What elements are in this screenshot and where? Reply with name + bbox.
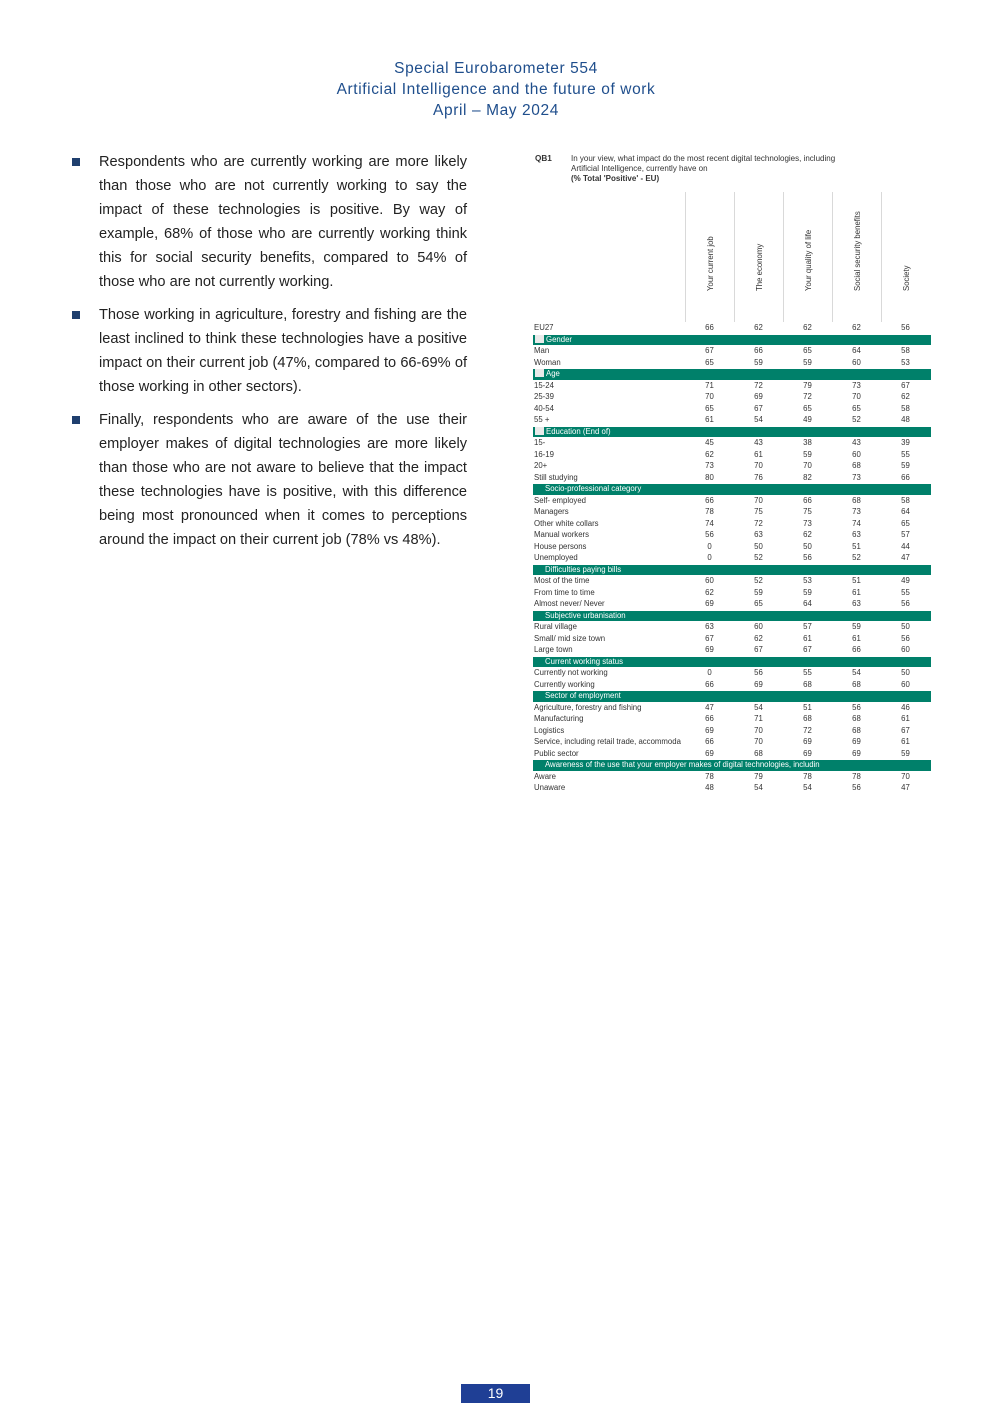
table-cell: 56 (754, 668, 763, 677)
bullet-text: Those working in agriculture, forestry and fishing are the least inclined to think these technologies have a positive impact on their current job (47%, compared to 66-69% of those working in other sectors). (99, 307, 467, 395)
table-row (533, 541, 931, 553)
row-label: Manual workers (534, 530, 590, 539)
table-row (533, 667, 931, 679)
table-cell: 60 (852, 449, 861, 459)
table-cell: 58 (901, 403, 910, 413)
row-label: Unaware (534, 783, 566, 792)
graduation-cap-icon (535, 427, 544, 435)
table-row (533, 391, 931, 403)
table-row (533, 621, 931, 633)
table-row (533, 414, 931, 426)
table-cell: 57 (803, 622, 812, 631)
table-row (533, 679, 931, 691)
column-header-label: Social security benefits (852, 211, 862, 291)
row-label: Man (534, 346, 550, 355)
table-cell: 58 (901, 346, 910, 355)
group-header-bar (533, 335, 931, 346)
table-cell: 55 (901, 449, 910, 459)
header-date: April – May 2024 (433, 102, 559, 119)
table-cell: 66 (852, 645, 861, 654)
table-cell: 50 (901, 668, 910, 677)
table-cell: 75 (754, 507, 763, 516)
results-table (533, 150, 931, 794)
table-cell: 73 (852, 507, 861, 516)
table-cell: 62 (705, 587, 714, 597)
row-label: Currently working (534, 679, 595, 689)
table-cell: 61 (803, 633, 812, 643)
group-header-bar (533, 760, 931, 771)
table-cell: 47 (901, 783, 910, 792)
table-cell: 53 (803, 576, 812, 585)
table-cell: 65 (754, 599, 763, 608)
table-row (533, 552, 931, 564)
group-title: Subjective urbanisation (545, 610, 626, 620)
table-cell: 67 (803, 645, 812, 654)
table-cell: 56 (901, 323, 910, 332)
table-row (533, 713, 931, 725)
table-cell: 43 (754, 438, 763, 447)
table-cell: 64 (852, 346, 861, 355)
table-cell: 70 (754, 495, 763, 505)
table-cell: 66 (803, 495, 812, 505)
column-header-label: Your quality of life (803, 229, 813, 291)
table-row (533, 506, 931, 518)
table-cell: 54 (852, 668, 861, 677)
row-label: 55 + (534, 415, 550, 424)
table-cell: 69 (705, 748, 714, 758)
table-row (533, 460, 931, 472)
table-cell: 62 (754, 633, 763, 643)
table-cell: 51 (803, 702, 812, 712)
row-label: Service, including retail trade, accommoda (534, 737, 681, 746)
table-cell: 73 (803, 518, 812, 528)
table-row (533, 782, 931, 794)
group-title: Socio-professional category (545, 484, 642, 493)
table-cell: 63 (852, 530, 861, 539)
table-row (533, 725, 931, 737)
row-label: Small/ mid size town (534, 633, 606, 643)
table-cell: 0 (707, 541, 712, 551)
row-label: Other white collars (534, 518, 599, 528)
column-headers (533, 192, 931, 322)
table-cell: 56 (901, 633, 910, 643)
table-cell: 67 (754, 645, 763, 654)
table-cell: 78 (852, 771, 861, 781)
row-label: Unemployed (534, 553, 578, 562)
table-cell: 59 (852, 622, 861, 631)
page-number: 19 (461, 1384, 530, 1403)
table-cell: 62 (852, 323, 861, 332)
group-title: Education (End of) (546, 426, 611, 436)
table-cell: 65 (705, 357, 714, 367)
table-cell: 67 (901, 380, 910, 390)
table-cell: 61 (852, 587, 861, 597)
table-cell: 60 (901, 645, 910, 654)
table-cell: 61 (852, 633, 861, 643)
table-cell: 73 (705, 461, 714, 470)
row-label: Currently not working (534, 668, 608, 677)
table-cell: 60 (852, 357, 861, 367)
table-row (533, 702, 931, 714)
table-cell: 69 (705, 599, 714, 608)
table-row (533, 357, 931, 369)
row-label: House persons (534, 541, 587, 551)
table-cell: 47 (705, 702, 714, 712)
table-cell: 60 (754, 622, 763, 631)
header-survey-title: Special Eurobarometer 554 (394, 60, 598, 77)
person-icon (535, 335, 544, 343)
table-cell: 66 (705, 495, 714, 505)
table-cell: 62 (901, 392, 910, 401)
group-title: Gender (546, 334, 573, 344)
table-cell: 63 (754, 530, 763, 539)
question-header (533, 150, 931, 192)
table-row (533, 748, 931, 760)
table-cell: 79 (754, 771, 763, 781)
table-cell: 68 (852, 714, 861, 723)
row-label: Logistics (534, 725, 565, 735)
column-header (783, 192, 833, 322)
table-cell: 52 (754, 576, 763, 585)
row-label: 16-19 (534, 449, 554, 459)
table-cell: 66 (705, 714, 714, 723)
column-header-label: Your current job (705, 236, 715, 291)
table-cell: 65 (901, 518, 910, 528)
table-cell: 51 (852, 576, 861, 585)
table-cell: 72 (803, 725, 812, 735)
row-label: EU27 (534, 323, 554, 332)
bullet-item (70, 150, 467, 294)
table-cell: 67 (901, 725, 910, 735)
row-label: 40-54 (534, 403, 554, 413)
question-text (571, 154, 843, 184)
table-cell: 59 (803, 449, 812, 459)
table-row (533, 771, 931, 783)
table-cell: 70 (754, 461, 763, 470)
table-cell: 69 (803, 748, 812, 758)
table-cell: 78 (705, 771, 714, 781)
bullet-text: Respondents who are currently working are more likely than those who are not currently working to say the impact of these technologies is positive. By way of example, 68% of those who are currently working think this for social security benefits, compared to 54% of those who are not currently working. (99, 154, 467, 290)
table-cell: 66 (754, 346, 763, 355)
table-cell: 63 (852, 599, 861, 608)
table-cell: 67 (754, 403, 763, 413)
table-cell: 66 (901, 472, 910, 482)
table-cell: 51 (852, 541, 861, 551)
bullet-square-icon (72, 311, 80, 319)
table-cell: 46 (901, 702, 910, 712)
table-cell: 48 (901, 415, 910, 424)
table-cell: 62 (705, 449, 714, 459)
table-cell: 59 (901, 748, 910, 758)
group-header-bar (533, 611, 931, 622)
table-cell: 71 (754, 714, 763, 723)
row-label: Self- employed (534, 495, 587, 505)
group-header-bar (533, 427, 931, 438)
table-cell: 45 (705, 438, 714, 447)
table-cell: 69 (754, 679, 763, 689)
column-header (734, 192, 784, 322)
table-cell: 50 (754, 541, 763, 551)
table-cell: 72 (803, 392, 812, 401)
table-cell: 69 (705, 725, 714, 735)
table-cell: 49 (901, 576, 910, 585)
column-header-label: Society (901, 265, 911, 291)
table-cell: 50 (803, 541, 812, 551)
table-cell: 61 (901, 714, 910, 723)
table-cell: 70 (803, 461, 812, 470)
row-label: From time to time (534, 587, 595, 597)
table-cell: 61 (705, 415, 714, 424)
table-cell: 54 (803, 783, 812, 792)
table-cell: 63 (705, 622, 714, 631)
bullet-text: Finally, respondents who are aware of the use their employer makes of digital technologies are more likely than those who are not aware to believe that the impact these technologies have is positive, with this difference being most pronounced when it comes to perceptions around the impact on their current job (78% vs 48%). (99, 412, 467, 548)
column-header-label: The economy (754, 243, 764, 291)
table-cell: 65 (852, 403, 861, 413)
table-cell: 54 (754, 783, 763, 792)
table-cell: 69 (852, 748, 861, 758)
table-cell: 70 (754, 737, 763, 746)
table-cell: 50 (901, 622, 910, 631)
table-row (533, 633, 931, 645)
table-cell: 61 (901, 737, 910, 746)
table-cell: 53 (901, 357, 910, 367)
table-cell: 71 (705, 380, 714, 390)
table-cell: 66 (705, 679, 714, 689)
bullet-square-icon (72, 416, 80, 424)
group-title: Current working status (545, 656, 623, 666)
table-cell: 52 (852, 553, 861, 562)
table-cell: 69 (803, 737, 812, 746)
table-cell: 70 (705, 392, 714, 401)
table-cell: 66 (705, 737, 714, 746)
table-cell: 67 (705, 633, 714, 643)
table-cell: 49 (803, 415, 812, 424)
row-label: Almost never/ Never (534, 599, 605, 608)
table-cell: 79 (803, 380, 812, 390)
table-cell: 60 (901, 679, 910, 689)
table-cell: 82 (803, 472, 812, 482)
table-row (533, 345, 931, 357)
row-label: Still studying (534, 472, 578, 482)
table-cell: 68 (852, 461, 861, 470)
table-cell: 64 (901, 507, 910, 516)
calendar-icon (535, 369, 544, 377)
table-cell: 65 (705, 403, 714, 413)
table-cell: 39 (901, 438, 910, 447)
table-cell: 74 (705, 518, 714, 528)
row-label: Manufacturing (534, 714, 584, 723)
bullet-item (70, 303, 467, 399)
group-header-bar (533, 484, 931, 495)
table-cell: 59 (754, 357, 763, 367)
table-cell: 56 (901, 599, 910, 608)
table-cell: 60 (705, 576, 714, 585)
table-cell: 70 (852, 392, 861, 401)
table-cell: 0 (707, 553, 712, 562)
table-row (533, 472, 931, 484)
table-cell: 0 (707, 668, 712, 677)
table-cell: 72 (754, 380, 763, 390)
table-cell: 58 (901, 495, 910, 505)
row-label: Aware (534, 771, 556, 781)
question-subtitle: (% Total 'Positive' - EU) (571, 174, 660, 183)
page-header (0, 58, 992, 121)
table-cell: 64 (803, 599, 812, 608)
group-header-bar (533, 691, 931, 702)
group-title: Awareness of the use that your employer makes of digital technologies, includin (545, 760, 820, 769)
group-header-bar (533, 565, 931, 576)
table-row (533, 449, 931, 461)
table-cell: 65 (803, 403, 812, 413)
header-report-title: Artificial Intelligence and the future of work (336, 81, 656, 98)
column-header (881, 192, 931, 322)
table-row (533, 437, 931, 449)
group-title: Difficulties paying bills (545, 564, 622, 574)
row-label: Woman (534, 357, 561, 367)
table-cell: 78 (705, 507, 714, 516)
table-cell: 74 (852, 518, 861, 528)
table-cell: 72 (754, 518, 763, 528)
table-cell: 70 (754, 725, 763, 735)
column-header (685, 192, 735, 322)
table-cell: 70 (901, 771, 910, 781)
table-cell: 69 (754, 392, 763, 401)
table-row (533, 403, 931, 415)
table-cell: 68 (803, 679, 812, 689)
table-cell: 44 (901, 541, 910, 551)
row-label: 15-24 (534, 380, 554, 390)
table-cell: 59 (803, 587, 812, 597)
table-row (533, 529, 931, 541)
table-cell: 73 (852, 380, 861, 390)
row-label: Public sector (534, 748, 579, 758)
table-cell: 55 (803, 668, 812, 677)
table-cell: 52 (852, 415, 861, 424)
row-label: 15- (534, 438, 546, 447)
table-cell: 55 (901, 587, 910, 597)
table-cell: 69 (705, 645, 714, 654)
table-cell: 68 (852, 495, 861, 505)
table-cell: 54 (754, 415, 763, 424)
bullet-item (70, 408, 467, 552)
table-cell: 68 (754, 748, 763, 758)
row-label: Most of the time (534, 576, 590, 585)
table-cell: 68 (803, 714, 812, 723)
table-row (533, 575, 931, 587)
table-cell: 48 (705, 783, 714, 792)
row-label: 20+ (534, 461, 548, 470)
table-cell: 56 (852, 702, 861, 712)
table-row (533, 587, 931, 599)
column-header (832, 192, 882, 322)
table-cell: 59 (901, 461, 910, 470)
table-cell: 47 (901, 553, 910, 562)
table-cell: 69 (852, 737, 861, 746)
table-cell: 56 (705, 530, 714, 539)
table-row (533, 644, 931, 656)
table-row (533, 736, 931, 748)
table-row (533, 380, 931, 392)
table-cell: 80 (705, 472, 714, 482)
table-cell: 76 (754, 472, 763, 482)
table-row (533, 495, 931, 507)
table-row (533, 598, 931, 610)
table-cell: 57 (901, 530, 910, 539)
question-code: QB1 (535, 154, 552, 163)
bullet-list (70, 150, 467, 561)
table-cell: 68 (852, 679, 861, 689)
row-label: Large town (534, 645, 573, 654)
table-cell: 66 (705, 323, 714, 332)
table-cell: 56 (852, 783, 861, 792)
group-title: Sector of employment (545, 691, 621, 700)
table-cell: 38 (803, 438, 812, 447)
row-label: Managers (534, 507, 569, 516)
table-cell: 61 (754, 449, 763, 459)
bullet-square-icon (72, 158, 80, 166)
table-cell: 62 (803, 530, 812, 539)
table-cell: 78 (803, 771, 812, 781)
table-cell: 59 (803, 357, 812, 367)
table-row (533, 518, 931, 530)
table-cell: 67 (705, 346, 714, 355)
row-label: Rural village (534, 622, 577, 631)
question-wording: In your view, what impact do the most recent digital technologies, including Artificial Intelligence, currently have on (571, 154, 836, 173)
table-row (533, 322, 931, 334)
row-label: Agriculture, forestry and fishing (534, 702, 642, 712)
table-body (533, 322, 931, 794)
table-cell: 73 (852, 472, 861, 482)
group-header-bar (533, 657, 931, 668)
table-cell: 62 (754, 323, 763, 332)
group-header-bar (533, 369, 931, 380)
table-cell: 65 (803, 346, 812, 355)
table-cell: 59 (754, 587, 763, 597)
table-cell: 54 (754, 702, 763, 712)
table-cell: 68 (852, 725, 861, 735)
table-cell: 62 (803, 323, 812, 332)
table-cell: 52 (754, 553, 763, 562)
group-title: Age (546, 369, 560, 378)
table-cell: 43 (852, 438, 861, 447)
row-label: 25-39 (534, 392, 554, 401)
table-cell: 56 (803, 553, 812, 562)
table-cell: 75 (803, 507, 812, 516)
